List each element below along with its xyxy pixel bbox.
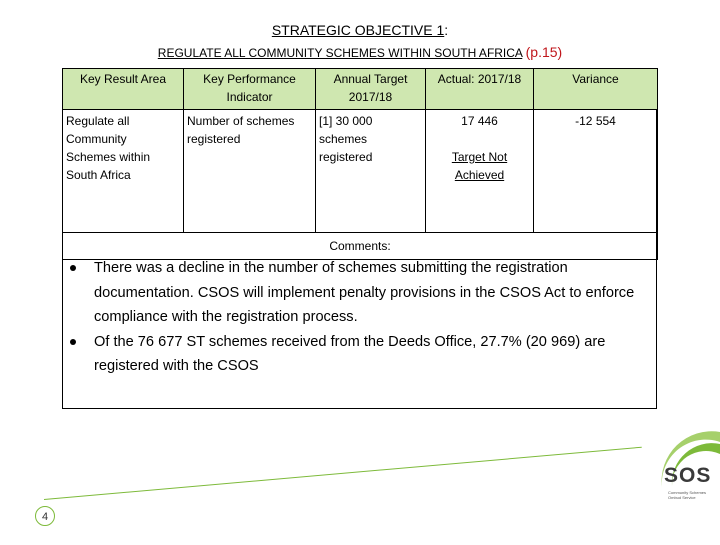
kpi-table — [62, 68, 658, 260]
list-item — [72, 330, 650, 379]
cell-annual-target: [1] 30 000 schemes registered — [316, 110, 426, 233]
comments-label: Comments: — [63, 233, 658, 260]
logo-tagline-1: Community Schemes — [668, 490, 707, 495]
header-variance: Variance — [534, 69, 658, 110]
page-reference: (p.15) — [525, 44, 563, 60]
cell-actual — [426, 110, 534, 233]
bullet-icon — [70, 265, 76, 271]
slide-title — [0, 22, 720, 38]
comments-list — [72, 256, 650, 379]
subtitle-text: REGULATE ALL COMMUNITY SCHEMES WITHIN SOUTH AFRICA — [157, 46, 523, 60]
csos-logo — [650, 430, 720, 540]
target-status: Target Not Achieved — [451, 150, 508, 182]
header-annual-target: Annual Target 2017/18 — [316, 69, 426, 110]
logo-text: SOS — [664, 464, 712, 487]
header-kpi: Key Performance Indicator — [184, 69, 316, 110]
logo-tagline-2: Ombud Service — [668, 495, 696, 500]
page-number: 4 — [35, 506, 55, 526]
actual-value: 17 446 — [461, 114, 498, 128]
comment-text: There was a decline in the number of schemes submitting the registration documentation. CSOS will implement penalty provisions in the CSOS Act to enforce compliance with the registration process. — [94, 260, 635, 325]
header-key-result-area: Key Result Area — [63, 69, 184, 110]
title-text: STRATEGIC OBJECTIVE 1 — [271, 22, 445, 38]
cell-key-result-area: Regulate all Community Schemes within South Africa — [63, 110, 184, 233]
header-actual: Actual: 2017/18 — [426, 69, 534, 110]
slide-subtitle — [0, 44, 720, 60]
comment-text: Of the 76 677 ST schemes received from the Deeds Office, 27.7% (20 969) are registered with the CSOS — [94, 333, 606, 374]
cell-variance: -12 554 — [534, 110, 658, 233]
decorative-line — [44, 447, 642, 500]
cell-kpi: Number of schemes registered — [184, 110, 316, 233]
list-item — [72, 256, 650, 330]
table-header-row — [63, 69, 658, 110]
table-row — [63, 110, 658, 233]
bullet-icon — [70, 339, 76, 345]
title-colon: : — [444, 22, 449, 38]
